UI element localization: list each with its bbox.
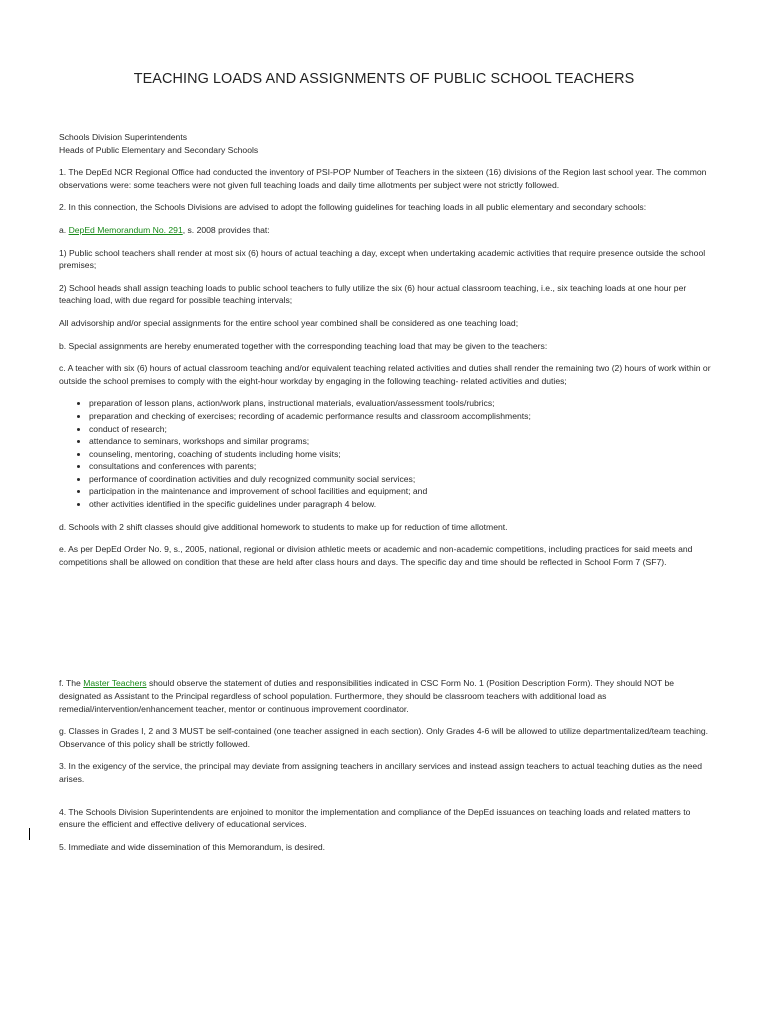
list-item: • participation in the maintenance and improvement of school facilities and equipment; and: [89, 485, 711, 498]
paragraph-a-prefix: a.: [59, 224, 69, 235]
paragraph-a: [59, 224, 711, 237]
paragraph-a-suffix: , s. 2008 provides that:: [182, 224, 270, 235]
paragraph-e: e. As per DepEd Order No. 9, s., 2005, national, regional or division athletic meets or academic and non-academic competitions, including practices for said meets and competitions shall be allowed on condition that these are held after class hours and days. The specific day and time should be reflected in School Form 7 (SF7).: [59, 544, 693, 567]
deped-memorandum-link[interactable]: DepEd Memorandum No. 291: [68, 224, 183, 235]
text-cursor: [29, 828, 30, 840]
paragraph-5: 5. Immediate and wide dissemination of this Memorandum, is desired.: [59, 841, 326, 852]
paragraph-f-prefix: f. The: [59, 678, 84, 689]
paragraph-a-2: 2) School heads shall assign teaching loads to public school teachers to fully utilize the six (6) hour actual classroom teaching, i.e., six teaching loads at one hour per teaching load, with due regard for possible teaching intervals;: [59, 282, 687, 306]
addressee-line: Heads of Public Elementary and Secondary Schools: [59, 144, 259, 155]
paragraph-4: 4. The Schools Division Superintendents are enjoined to monitor the implementation and compliance of the DepEd issuances on teaching loads and related matters to ensure the efficient and effective delivery of educational services.: [59, 806, 691, 830]
paragraph-f-suffix: should observe the statement of duties and responsibilities indicated in CSC Form No. 1 (Position Description Form). They should NOT be designated as Assistant to the Principal regardless of school population. Furthermore, they should be classroom teachers with additional load as remedial/intervention/enhancement teacher, mentor or continuous improvement coordinator.: [59, 678, 675, 714]
paragraph-c: c. A teacher with six (6) hours of actual classroom teaching and/or equivalent teaching related activities and duties shall render the remaining two (2) hours of work within or outside the school premises to comply with the eight-hour workday by engaging in the following teaching- related activities and duties;: [59, 363, 711, 386]
paragraph-3: 3. In the exigency of the service, the principal may deviate from assigning teachers in ancillary services and instead assign teachers to actual teaching duties as the need arises.: [59, 761, 702, 784]
duties-list: [59, 397, 711, 510]
paragraph-g: g. Classes in Grades I, 2 and 3 MUST be self-contained (one teacher assigned in each section). Only Grades 4-6 will be allowed to utilize departmentalized/team teaching. Observance of this policy shall be strictly followed.: [59, 726, 709, 749]
list-item: • consultations and conferences with parents;: [89, 460, 711, 473]
master-teachers-link[interactable]: Master Teachers: [83, 678, 147, 689]
paragraph-f: [59, 677, 711, 715]
list-item: • counseling, mentoring, coaching of students including home visits;: [89, 448, 711, 461]
list-item: • preparation and checking of exercises; recording of academic performance results and classroom accomplishments;: [89, 410, 711, 423]
paragraph-2: 2. In this connection, the Schools Divisions are advised to adopt the following guidelines for teaching loads in all public elementary and secondary schools:: [59, 202, 647, 213]
paragraph-d: d. Schools with 2 shift classes should give additional homework to students to make up for reduction of time allotment.: [59, 521, 508, 532]
list-item: • performance of coordination activities and duly recognized community social services;: [89, 473, 711, 486]
paragraph-b: b. Special assignments are hereby enumerated together with the corresponding teaching load that may be given to the teachers:: [59, 340, 548, 351]
list-item: • other activities identified in the specific guidelines under paragraph 4 below.: [89, 498, 711, 511]
list-item: • attendance to seminars, workshops and similar programs;: [89, 435, 711, 448]
document-title: TEACHING LOADS AND ASSIGNMENTS OF PUBLIC SCHOOL TEACHERS: [133, 71, 635, 87]
paragraph-1: 1. The DepEd NCR Regional Office had conducted the inventory of PSI-POP Number of Teachers in the sixteen (16) divisions of the Region last school year. The common observations were: some teachers were not given full teaching loads and daily time allotments per subject were not strictly followed.: [59, 167, 707, 190]
paragraph-advisory: All advisorship and/or special assignments for the entire school year combined shall be considered as one teaching load;: [59, 317, 519, 328]
document-body: [59, 131, 711, 863]
blank-space: [59, 578, 711, 677]
list-item: • conduct of research;: [89, 423, 711, 436]
paragraph-a-1: 1) Public school teachers shall render at most six (6) hours of actual teaching a day, except when undertaking academic activities that require presence outside the school premises;: [59, 247, 706, 271]
addressee-line: Schools Division Superintendents: [59, 132, 188, 142]
list-item: • preparation of lesson plans, action/work plans, instructional materials, evaluation/assessment tools/rubrics;: [89, 397, 711, 410]
